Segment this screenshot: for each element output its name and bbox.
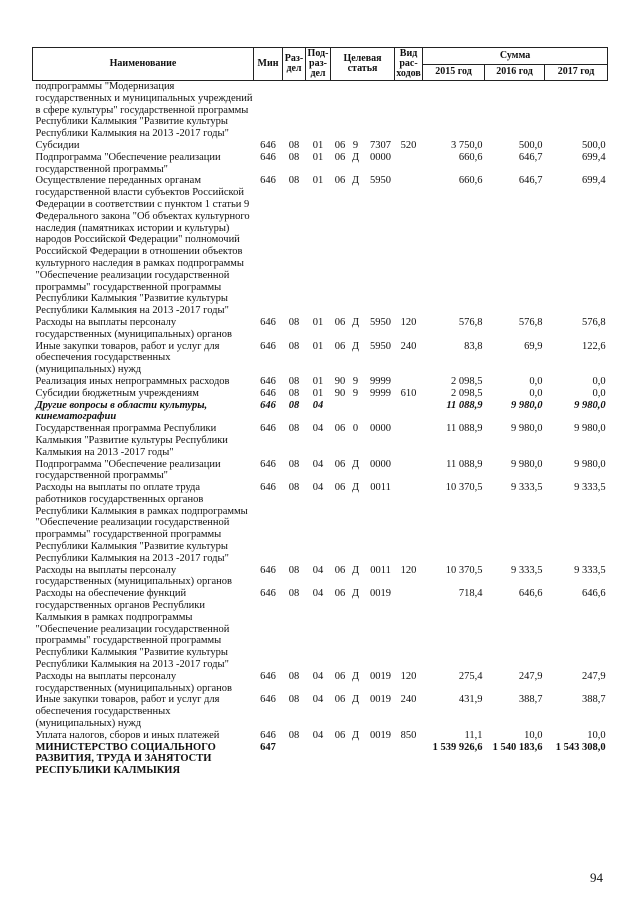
row-vid: 850 (400, 729, 417, 741)
row-target-program: 06 (334, 670, 346, 682)
row-min: 646 (260, 564, 276, 576)
row-razdel: 08 (288, 399, 300, 411)
row-target-program (331, 400, 350, 424)
page-number: 94 (590, 870, 603, 885)
row-name: Осуществление переданных органам государственной власти субъектов Российской Федерации в соответствии с пунктом 1 статьи 9 Федерального закона "Об объектах культурного наследия (памятниках истории и культуры) народов Российской Федерации" полномочий Российской Федерации в отношении объектов культурного наследия в рамках подпрограммы "Обеспечение реализации государственной программы" государственной программы Республики Калмыкия "Развитие культуры Республики Калмыкия на 2013 -2017 годы" (35, 175, 250, 317)
header-2017: 2017 год (545, 64, 608, 81)
row-sum-2017: 0,0 (592, 387, 606, 399)
row-target-code: 5950 (370, 340, 392, 352)
row-sum-2016: 69,9 (524, 340, 543, 352)
row-target-program: 06 (334, 340, 346, 352)
row-sum-2017: 0,0 (592, 375, 606, 387)
table-row (33, 694, 608, 729)
row-razdel: 08 (288, 375, 300, 387)
row-sum-2015: 718,4 (458, 588, 483, 600)
row-vid: 520 (400, 139, 417, 151)
table-row (33, 400, 608, 424)
row-name: МИНИСТЕРСТВО СОЦИАЛЬНОГО РАЗВИТИЯ, ТРУДА И ЗАНЯТОСТИ РЕСПУБЛИКИ КАЛМЫКИЯ (35, 741, 216, 777)
row-sum-2015: 3 750,0 (451, 139, 483, 151)
row-sum-2015: 2 098,5 (451, 375, 483, 387)
row-podrazdel: 01 (312, 375, 324, 387)
row-sum-2017: 646,6 (581, 588, 606, 600)
row-sum-2015: 11 088,9 (446, 458, 483, 470)
row-min: 646 (260, 375, 276, 387)
row-sum-2016: 9 980,0 (511, 423, 543, 435)
row-sum-2017: 699,4 (581, 151, 606, 163)
row-podrazdel: 04 (312, 399, 324, 411)
row-razdel (283, 81, 306, 140)
table-row (33, 730, 608, 742)
row-vid (395, 400, 423, 424)
row-target-sub: Д (351, 564, 360, 576)
row-name: Расходы на выплаты персоналу государственных (муниципальных) органов (35, 316, 233, 340)
row-vid (395, 482, 423, 565)
row-sum-2016: 646,7 (518, 175, 543, 187)
table-row (33, 376, 608, 388)
row-podrazdel: 01 (312, 139, 324, 151)
row-podrazdel: 01 (312, 340, 324, 352)
table-row (33, 742, 608, 777)
row-target-sub: Д (351, 694, 360, 706)
row-target-code (367, 81, 395, 140)
row-min: 646 (260, 175, 276, 187)
row-vid (395, 459, 423, 483)
row-sum-2015: 83,8 (464, 340, 483, 352)
row-sum-2016: 9 980,0 (511, 399, 543, 411)
row-razdel: 08 (288, 151, 300, 163)
header-podrazdel: Под-раз-дел (306, 48, 331, 81)
row-name: Подпрограмма "Обеспечение реализации государственной программы" (35, 458, 221, 482)
row-target-sub: Д (351, 588, 360, 600)
table-row (33, 152, 608, 176)
budget-table (32, 47, 608, 777)
row-podrazdel: 01 (312, 316, 324, 328)
row-razdel (283, 742, 306, 777)
row-podrazdel: 04 (312, 564, 324, 576)
row-target-program: 90 (334, 375, 346, 387)
row-razdel: 08 (288, 175, 300, 187)
row-vid (395, 742, 423, 777)
row-name: Субсидии (35, 139, 80, 151)
row-sum-2016: 646,7 (518, 151, 543, 163)
row-target-sub (350, 400, 362, 424)
row-min: 646 (260, 340, 276, 352)
row-target-program (331, 81, 350, 140)
row-sum-2016: 646,6 (518, 588, 543, 600)
row-min: 646 (260, 482, 276, 494)
row-sum-2016: 500,0 (518, 139, 543, 151)
row-target-program: 06 (334, 564, 346, 576)
table-header (33, 48, 608, 81)
row-target-code: 0019 (370, 588, 392, 600)
row-podrazdel (306, 81, 331, 140)
row-razdel: 08 (288, 694, 300, 706)
row-sum-2017: 9 333,5 (574, 564, 606, 576)
row-name: Уплата налогов, сборов и иных платежей (35, 729, 220, 741)
row-podrazdel: 04 (312, 588, 324, 600)
row-target-program: 06 (334, 694, 346, 706)
row-podrazdel: 01 (312, 175, 324, 187)
row-razdel: 08 (288, 564, 300, 576)
row-target-sub: 9 (352, 375, 359, 387)
table-row (33, 588, 608, 671)
table-row (33, 565, 608, 589)
row-vid: 120 (400, 564, 417, 576)
row-sum-2016: 9 333,5 (511, 482, 543, 494)
header-name: Наименование (33, 48, 254, 81)
row-razdel: 08 (288, 316, 300, 328)
row-target-program: 06 (334, 151, 346, 163)
row-sum-2016: 9 980,0 (511, 458, 543, 470)
row-sum-2016: 1 540 183,6 (492, 741, 543, 753)
row-target-program: 06 (334, 729, 346, 741)
row-name: Иные закупки товаров, работ и услуг для обеспечения государственных (муниципальных) нужд (35, 694, 220, 730)
row-razdel: 08 (288, 458, 300, 470)
row-razdel: 08 (288, 588, 300, 600)
row-target-code: 0019 (370, 670, 392, 682)
row-target-program: 06 (334, 588, 346, 600)
row-sum-2017 (545, 81, 608, 140)
row-sum-2016: 0,0 (529, 387, 543, 399)
row-podrazdel: 04 (312, 458, 324, 470)
row-min: 647 (260, 741, 276, 753)
row-vid (395, 152, 423, 176)
row-podrazdel: 04 (312, 482, 324, 494)
row-name: Субсидии бюджетным учреждениям (35, 387, 199, 399)
row-target-sub: Д (351, 175, 360, 187)
row-target-program: 06 (334, 482, 346, 494)
table-row (33, 140, 608, 152)
row-target-sub: Д (351, 316, 360, 328)
row-sum-2015: 10 370,5 (445, 564, 483, 576)
row-vid (395, 423, 423, 458)
row-sum-2015: 11,1 (464, 729, 483, 741)
header-2015: 2015 год (423, 64, 485, 81)
row-target-code (367, 400, 395, 424)
row-sum-2015: 1 539 926,6 (432, 741, 483, 753)
table-row (33, 459, 608, 483)
row-razdel: 08 (288, 670, 300, 682)
row-min: 646 (260, 729, 276, 741)
row-razdel: 08 (288, 423, 300, 435)
row-min (254, 81, 283, 140)
row-razdel: 08 (288, 482, 300, 494)
row-sum-2016: 576,8 (518, 316, 543, 328)
row-sum-2016 (485, 81, 545, 140)
table-row (33, 317, 608, 341)
row-sum-2015 (423, 81, 485, 140)
row-vid: 240 (400, 340, 417, 352)
row-target-sub: Д (351, 458, 360, 470)
row-sum-2017: 122,6 (581, 340, 606, 352)
row-sum-2015: 431,9 (458, 694, 483, 706)
row-podrazdel: 04 (312, 423, 324, 435)
table-row (33, 671, 608, 695)
row-target-program: 06 (334, 458, 346, 470)
row-target-code: 9999 (370, 387, 392, 399)
row-target-code: 0000 (370, 458, 392, 470)
row-target-code: 9999 (370, 375, 392, 387)
row-sum-2015: 275,4 (458, 670, 483, 682)
row-target-code: 7307 (370, 139, 392, 151)
row-vid (395, 588, 423, 671)
table-row (33, 175, 608, 317)
row-min: 646 (260, 458, 276, 470)
row-sum-2015: 11 088,9 (446, 399, 483, 411)
header-min: Мин (254, 48, 283, 81)
row-vid: 120 (400, 670, 417, 682)
row-podrazdel (306, 742, 331, 777)
row-name: Подпрограмма "Обеспечение реализации государственной программы" (35, 151, 221, 175)
row-min: 646 (260, 387, 276, 399)
row-podrazdel: 04 (312, 694, 324, 706)
row-podrazdel: 01 (312, 151, 324, 163)
row-target-sub: 9 (352, 139, 359, 151)
row-target-code: 0011 (370, 482, 391, 494)
row-target-code: 0019 (370, 694, 392, 706)
row-target-code: 5950 (370, 175, 392, 187)
row-target-sub: 0 (352, 423, 359, 435)
row-target-sub: Д (351, 340, 360, 352)
row-podrazdel: 04 (312, 729, 324, 741)
row-target-sub (350, 742, 362, 777)
row-min: 646 (260, 670, 276, 682)
row-target-code: 0011 (370, 564, 391, 576)
row-razdel: 08 (288, 340, 300, 352)
row-name: Другие вопросы в области культуры, кинематографии (35, 399, 208, 423)
row-target-sub (350, 81, 362, 140)
row-target-program: 90 (334, 387, 346, 399)
row-target-program: 06 (334, 175, 346, 187)
row-sum-2015: 576,8 (458, 316, 483, 328)
row-sum-2016: 0,0 (529, 375, 543, 387)
row-min: 646 (260, 588, 276, 600)
row-target-code: 0000 (370, 423, 392, 435)
table-row (33, 423, 608, 458)
row-name: Государственная программа Республики Калмыкия "Развитие культуры Республики Калмыкия на 2013 -2017 годы" (35, 423, 228, 458)
row-sum-2016: 247,9 (518, 670, 543, 682)
budget-table-container (32, 47, 607, 777)
header-target: Целевая статья (331, 48, 395, 81)
row-vid: 120 (400, 316, 417, 328)
row-sum-2017: 1 543 308,0 (555, 741, 606, 753)
row-target-program: 06 (334, 316, 346, 328)
row-sum-2015: 11 088,9 (446, 423, 483, 435)
row-podrazdel: 01 (312, 387, 324, 399)
row-target-sub: 9 (352, 387, 359, 399)
header-sum: Сумма (423, 48, 608, 65)
row-sum-2017: 9 333,5 (574, 482, 606, 494)
row-vid (395, 376, 423, 388)
row-sum-2016: 388,7 (518, 694, 543, 706)
row-sum-2015: 660,6 (458, 175, 483, 187)
row-min: 646 (260, 151, 276, 163)
row-min: 646 (260, 399, 276, 411)
row-name: Иные закупки товаров, работ и услуг для обеспечения государственных (муниципальных) нужд (35, 340, 220, 376)
row-target-program (331, 742, 350, 777)
row-podrazdel: 04 (312, 670, 324, 682)
row-target-program: 06 (334, 423, 346, 435)
header-razdel: Раз-дел (283, 48, 306, 81)
row-vid: 610 (400, 387, 417, 399)
row-vid (395, 81, 423, 140)
row-name: Реализация иных непрограммных расходов (35, 375, 230, 387)
row-target-code: 0000 (370, 151, 392, 163)
row-sum-2015: 10 370,5 (445, 482, 483, 494)
row-sum-2017: 10,0 (587, 729, 606, 741)
row-target-sub: Д (351, 670, 360, 682)
row-target-code (367, 742, 395, 777)
row-name: Расходы на обеспечение функций государственных органов Республики Калмыкия в рамках подпрограммы "Обеспечение реализации государственной программы" государственной программы Республики Калмыкия "Развитие культуры Республики Калмыкия на 2013 -2017 годы" (35, 588, 230, 671)
row-min: 646 (260, 139, 276, 151)
header-vid: Вид рас-ходов (396, 48, 421, 79)
row-sum-2017: 9 980,0 (574, 423, 606, 435)
row-sum-2017: 9 980,0 (574, 458, 606, 470)
row-sum-2015: 660,6 (458, 151, 483, 163)
row-sum-2017: 699,4 (581, 175, 606, 187)
row-sum-2017: 500,0 (581, 139, 606, 151)
row-sum-2016: 9 333,5 (511, 564, 543, 576)
row-target-sub: Д (351, 482, 360, 494)
row-name: подпрограммы "Модернизация государственных и муниципальных учреждений в сфере культуры" государственной программы Республики Калмыкия "Развитие культуры Республики Калмыкия на 2013 -2017 годы" (35, 81, 253, 140)
table-row (33, 388, 608, 400)
row-target-sub: Д (351, 729, 360, 741)
row-razdel: 08 (288, 387, 300, 399)
row-vid: 240 (400, 694, 417, 706)
row-target-sub: Д (351, 151, 360, 163)
table-row (33, 341, 608, 376)
row-razdel: 08 (288, 729, 300, 741)
row-target-program: 06 (334, 139, 346, 151)
row-sum-2017: 9 980,0 (574, 399, 606, 411)
row-sum-2017: 247,9 (581, 670, 606, 682)
header-2016: 2016 год (485, 64, 545, 81)
row-razdel: 08 (288, 139, 300, 151)
row-sum-2016: 10,0 (524, 729, 543, 741)
table-row (33, 81, 608, 140)
row-min: 646 (260, 694, 276, 706)
row-name: Расходы на выплаты персоналу государственных (муниципальных) органов (35, 564, 233, 588)
row-name: Расходы на выплаты персоналу государственных (муниципальных) органов (35, 670, 233, 694)
row-target-code: 5950 (370, 316, 392, 328)
row-sum-2017: 388,7 (581, 694, 606, 706)
row-min: 646 (260, 423, 276, 435)
table-row (33, 482, 608, 565)
row-min: 646 (260, 316, 276, 328)
row-name: Расходы на выплаты по оплате труда работников государственных органов Республики Калмыкия в рамках подпрограммы "Обеспечение реализации государственной программы" государственной программы Республики Калмыкия "Развитие культуры Республики Калмыкия на 2013 -2017 годы" (35, 482, 248, 564)
row-sum-2017: 576,8 (581, 316, 606, 328)
table-body (33, 81, 608, 778)
row-vid (395, 175, 423, 317)
row-target-code: 0019 (370, 729, 392, 741)
row-sum-2015: 2 098,5 (451, 387, 483, 399)
